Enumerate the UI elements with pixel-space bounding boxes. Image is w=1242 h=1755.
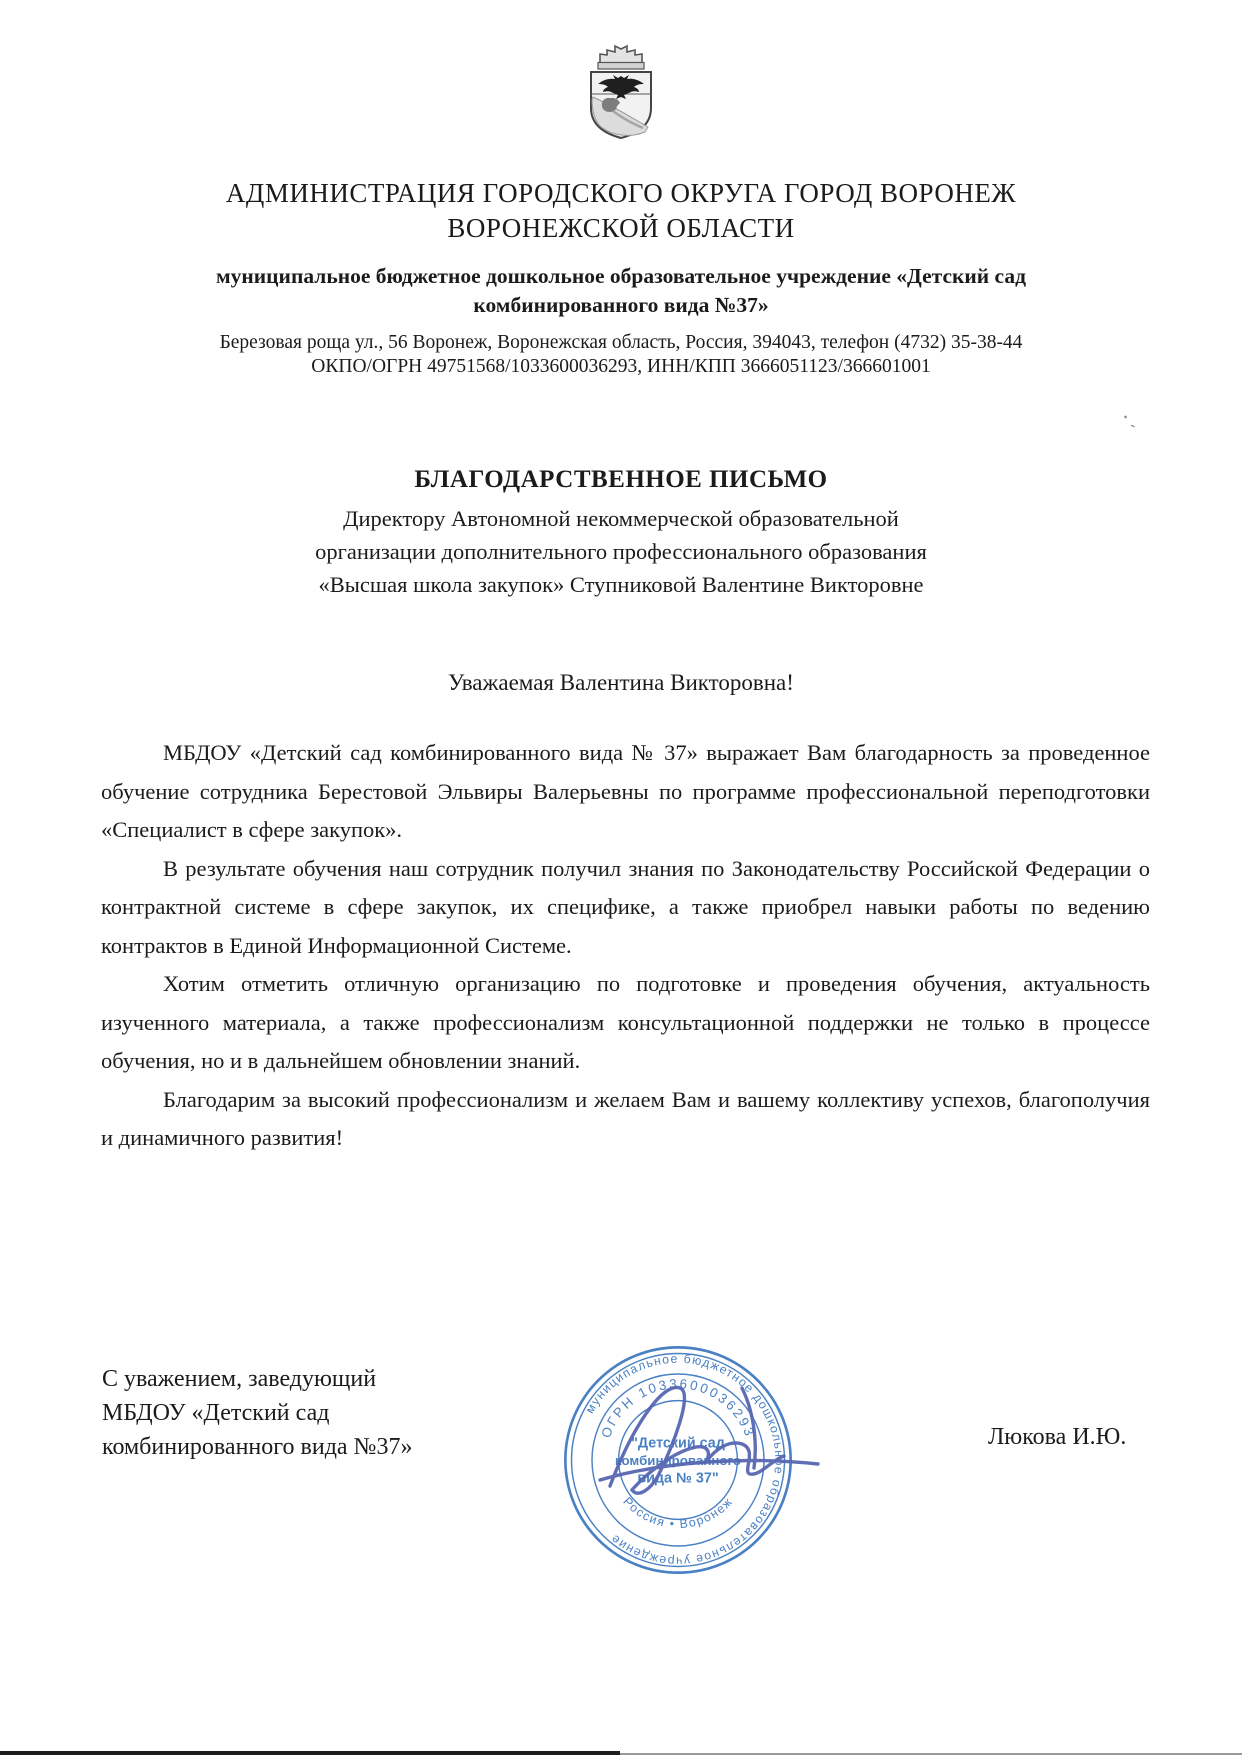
signature-line3: комбинированного вида №37» <box>102 1434 413 1460</box>
letter-title: БЛАГОДАРСТВЕННОЕ ПИСЬМО <box>414 466 828 493</box>
institution-name-line1: муниципальное бюджетное дошкольное образовательное учреждение «Детский сад <box>216 264 1026 288</box>
stamp-center-line3: вида № 37" <box>637 1470 719 1487</box>
letter-heading <box>0 466 1242 601</box>
institution-name-line2: комбинированного вида №37» <box>473 293 769 317</box>
institution-address: Березовая роща ул., 56 Воронеж, Воронежская область, Россия, 394043, телефон (4732) 35-38-44 <box>219 332 1023 353</box>
stamp-ogrn-text: ОГРН 1033600036293 <box>598 1376 758 1440</box>
signer-name: Люкова И.Ю. <box>988 1424 1127 1450</box>
institution-registration-numbers: ОКПО/ОГРН 49751568/1033600036293, ИНН/КПП 3666051123/366601001 <box>311 356 931 377</box>
crown-shape <box>600 46 642 63</box>
stamp-center-line2: комбинированного <box>615 1453 741 1469</box>
signature-line2: МБДОУ «Детский сад <box>102 1400 330 1426</box>
stamp-outer-ring-text: муниципальное бюджетное дошкольное образовательное учреждение <box>582 1351 787 1569</box>
scan-edge <box>0 1751 620 1755</box>
body-paragraph: В результате обучения наш сотрудник получил знания по Законодательству Российской Федерации о контрактной системе в сфере закупок, их специфике, а также приобрел навыки работы по ведению контрактов в Единой Информационной Системе. <box>101 855 1150 958</box>
voronezh-coat-of-arms-icon <box>555 36 687 142</box>
addressee-line3: «Высшая школа закупок» Ступниковой Валентине Викторовне <box>318 572 924 597</box>
letterhead <box>0 176 1242 379</box>
handwritten-signature <box>592 1368 842 1518</box>
letter-body <box>101 734 1150 1158</box>
stamp-center-line1: "Детский сад <box>631 1435 725 1452</box>
administration-name-line2: ВОРОНЕЖСКОЙ ОБЛАСТИ <box>447 213 795 243</box>
scan-artifact: ᠂ˎ <box>1116 406 1137 432</box>
administration-name-line1: АДМИНИСТРАЦИЯ ГОРОДСКОГО ОКРУГА ГОРОД ВОРОНЕЖ <box>225 178 1017 208</box>
body-paragraph: Благодарим за высокий профессионализм и желаем Вам и вашему коллективу успехов, благополучия и динамичного развития! <box>101 1086 1150 1150</box>
signature-block <box>102 1362 412 1464</box>
stamp-bottom-text: Россия • Воронеж <box>620 1494 736 1532</box>
body-paragraph: Хотим отметить отличную организацию по подготовке и проведения обучения, актуальность изученного материала, а также профессионализм консультационной поддержки не только в процессе обучения, но и в дальнейшем обновлении знаний. <box>101 971 1150 1073</box>
salutation: Уважаемая Валентина Викторовна! <box>448 670 794 695</box>
body-paragraph: МБДОУ «Детский сад комбинированного вида № 37» выражает Вам благодарность за проведенное обучение сотрудника Берестовой Эльвиры Валерьевны по программе профессиональной переподготовки «Специалист в сфере закупок». <box>101 740 1150 842</box>
addressee-line1: Директору Автономной некоммерческой образовательной <box>343 506 899 531</box>
addressee-line2: организации дополнительного профессионального образования <box>315 539 927 564</box>
signature-line1: С уважением, заведующий <box>102 1366 377 1392</box>
